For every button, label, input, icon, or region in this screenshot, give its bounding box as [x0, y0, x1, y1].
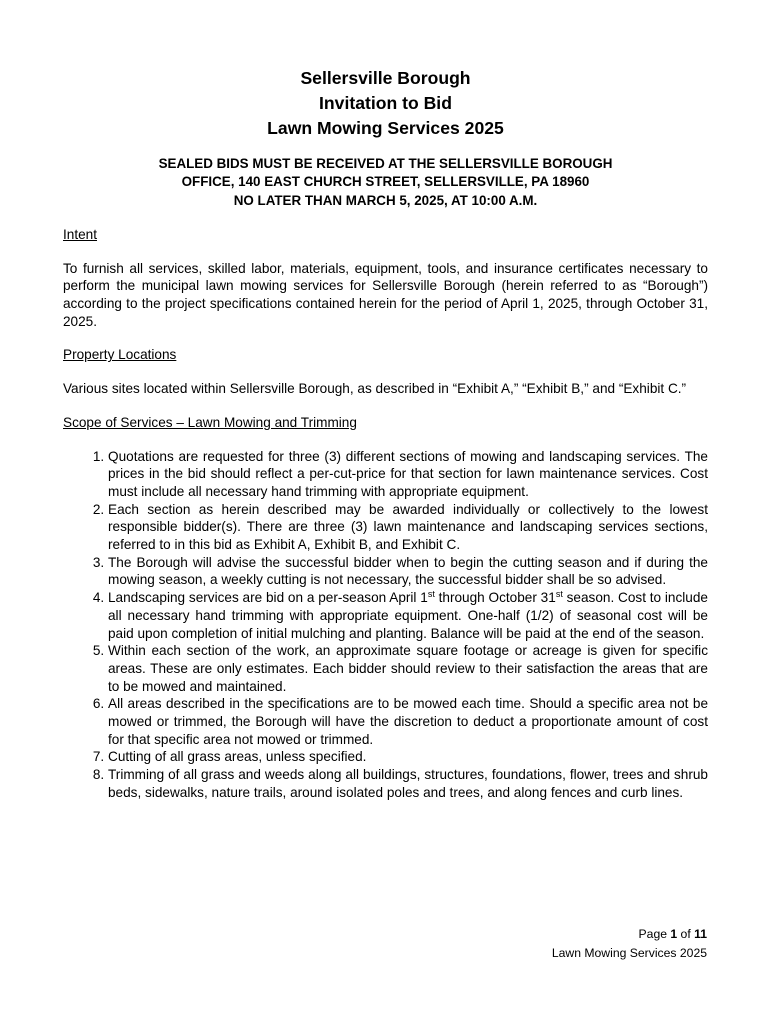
scope-list — [63, 448, 708, 802]
scope-heading: Scope of Services – Lawn Mowing and Trimming — [63, 414, 357, 430]
scope-item-5: 5. Within each section of the work, an approximate square footage or acreage is given for specific areas. These are only estimates. Each bidder should review to their satisfaction the areas that are to be mowed and maintained. — [108, 642, 708, 695]
scope-item-4-text-c: season. Cost to include all necessary hand trimming with appropriate equipment. One-half (1/2) of seasonal cost will be paid upon completion of initial mulching and planting. Balance will be paid at the end of the season. — [108, 590, 708, 641]
scope-item-4 — [108, 589, 708, 642]
page-of-label: of — [677, 927, 695, 941]
property-locations-heading: Property Locations — [63, 347, 177, 363]
intent-paragraph: To furnish all services, skilled labor, materials, equipment, tools, and insurance certificates necessary to perform the municipal lawn mowing services for Sellersville Borough (herein referred to as “Borough”) according to the project specifications contained herein for the period of April 1, 2025, through October 31, 2025. — [63, 260, 708, 329]
title-line-1: Sellersville Borough — [300, 68, 471, 88]
document-body — [63, 66, 708, 802]
page-label: Page — [638, 927, 671, 941]
bid-deadline-notice — [63, 155, 708, 210]
scope-item-8: 8. Trimming of all grass and weeds along all buildings, structures, foundations, flower, trees and shrub beds, sidewalks, nature trails, around isolated poles and trees, and along fences and curb lines. — [108, 766, 708, 801]
title-line-3: Lawn Mowing Services 2025 — [267, 118, 504, 138]
page-number: 1 — [670, 927, 678, 941]
scope-item-7: 7. Cutting of all grass areas, unless specified. — [108, 748, 708, 766]
scope-item-4-text-a: Landscaping services are bid on a per-season April 1 — [108, 590, 428, 606]
scope-item-6: 6. All areas described in the specifications are to be mowed each time. Should a specific area not be mowed or trimmed, the Borough will have the discretion to deduct a proportionate amount of cost for that specific area not mowed or trimmed. — [108, 695, 708, 748]
document-title — [63, 66, 708, 141]
footer-document-name: Lawn Mowing Services 2025 — [551, 945, 707, 960]
notice-line-1: SEALED BIDS MUST BE RECEIVED AT THE SELLERSVILLE BOROUGH — [158, 156, 613, 171]
page-counter — [552, 925, 707, 944]
notice-line-3: NO LATER THAN MARCH 5, 2025, AT 10:00 A.M. — [233, 192, 538, 208]
page-footer — [552, 925, 707, 963]
title-line-2: Invitation to Bid — [319, 93, 452, 113]
ordinal-suffix: st — [427, 589, 435, 600]
scope-item-3: 3. The Borough will advise the successful bidder when to begin the cutting season and if during the mowing season, a weekly cutting is not necessary, the successful bidder shall be so advised. — [108, 554, 708, 589]
scope-item-2: 2. Each section as herein described may be awarded individually or collectively to the lowest responsible bidder(s). There are three (3) lawn maintenance and landscaping services sections, referred to in this bid as Exhibit A, Exhibit B, and Exhibit C. — [108, 501, 708, 554]
scope-item-4-text-b: through October 31 — [434, 590, 556, 606]
page-total: 11 — [694, 927, 707, 941]
ordinal-suffix: st — [555, 589, 563, 600]
scope-item-1: 1. Quotations are requested for three (3) different sections of mowing and landscaping services. The prices in the bid should reflect a per-cut-price for that section for lawn maintenance services. Cost must include all necessary hand trimming with appropriate equipment. — [108, 448, 708, 501]
property-locations-paragraph: Various sites located within Sellersville Borough, as described in “Exhibit A,” “Exhibit B,” and “Exhibit C.” — [63, 381, 687, 397]
intent-heading: Intent — [63, 226, 98, 242]
notice-line-2: OFFICE, 140 EAST CHURCH STREET, SELLERSVILLE, PA 18960 — [181, 174, 590, 190]
